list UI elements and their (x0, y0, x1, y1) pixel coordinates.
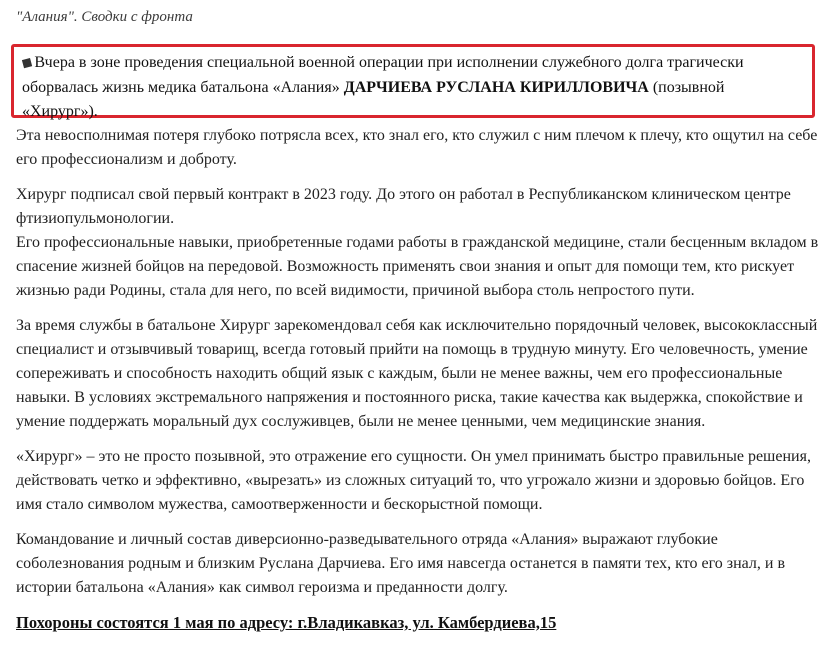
post (16, 0, 822, 632)
funeral-announcement: Похороны состоятся 1 мая по адресу: г.Владикавказ, ул. Камбердиева,15 (16, 613, 557, 632)
paragraph-service: За время службы в батальоне Хирург зарекомендовал себя как исключительно порядочный человек, высококлассный специалист и отзывчивый товарищ, всегда готовый прийти на помощь в трудную минуту. Его человечность, умение сопереживать и способность находить общий язык с каждым, были не менее важны, чем его профессиональные навыки. В условиях экстремального напряжения и постоянного риска, такие качества как выдержка, спокойствие и умение поддержать моральный дух сослуживцев, были не менее ценными, чем медицинские знания. (16, 317, 818, 430)
article-body (16, 124, 822, 646)
paragraph-condolences: Командование и личный состав диверсионно-разведывательного отряда «Алания» выражают глубокие соболезнования родным и близким Руслана Дарчиева. Его имя навсегда останется в памяти тех, кто его знал, и в истории батальона «Алания» как символ героизма и преданности долгу. (16, 531, 785, 596)
paragraph-loss: Эта невосполнимая потеря глубоко потрясла всех, кто знал его, кто служил с ним плечом к плечу, кто ощутил на себе его профессионализм и доброту. (16, 127, 818, 168)
paragraph-contract: Хирург подписал свой первый контракт в 2023 году. До этого он работал в Республиканском клиническом центре фтизиопульмонологии. (16, 186, 791, 227)
paragraph-skills: Его профессиональные навыки, приобретенные годами работы в гражданской медицине, стали бесценным вкладом в спасение жизней бойцов на передовой. Возможность применять свои знания и опыт для помощи тем, кто рискует жизнью ради Родины, стала для него, по всей видимости, причиной выбора столь непростого пути. (16, 234, 819, 299)
black-square-bullet-icon: ■ (20, 54, 34, 71)
paragraph-callsign: «Хирург» – это не просто позывной, это отражение его сущности. Он умел принимать быстро правильные решения, действовать четко и эффективно, «вырезать» из сложных ситуаций то, что угрожало жизни и здоровью бойцов. Его имя стало символом мужества, самоотверженности и бескорыстной помощи. (16, 448, 811, 513)
lead-highlight-box (11, 44, 815, 118)
post-header (16, 7, 822, 29)
lead-text-after: (позывной «Хирург»). (22, 79, 725, 120)
lead-text-before: Вчера в зоне проведения специальной военной операции при исполнении служебного долга трагически оборвалась жизнь медика батальона «Алания» (22, 54, 744, 96)
lead-name: ДАРЧИЕВА РУСЛАНА КИРИЛЛОВИЧА (343, 79, 649, 96)
post-source: "Алания". Сводки с фронта (16, 9, 193, 25)
